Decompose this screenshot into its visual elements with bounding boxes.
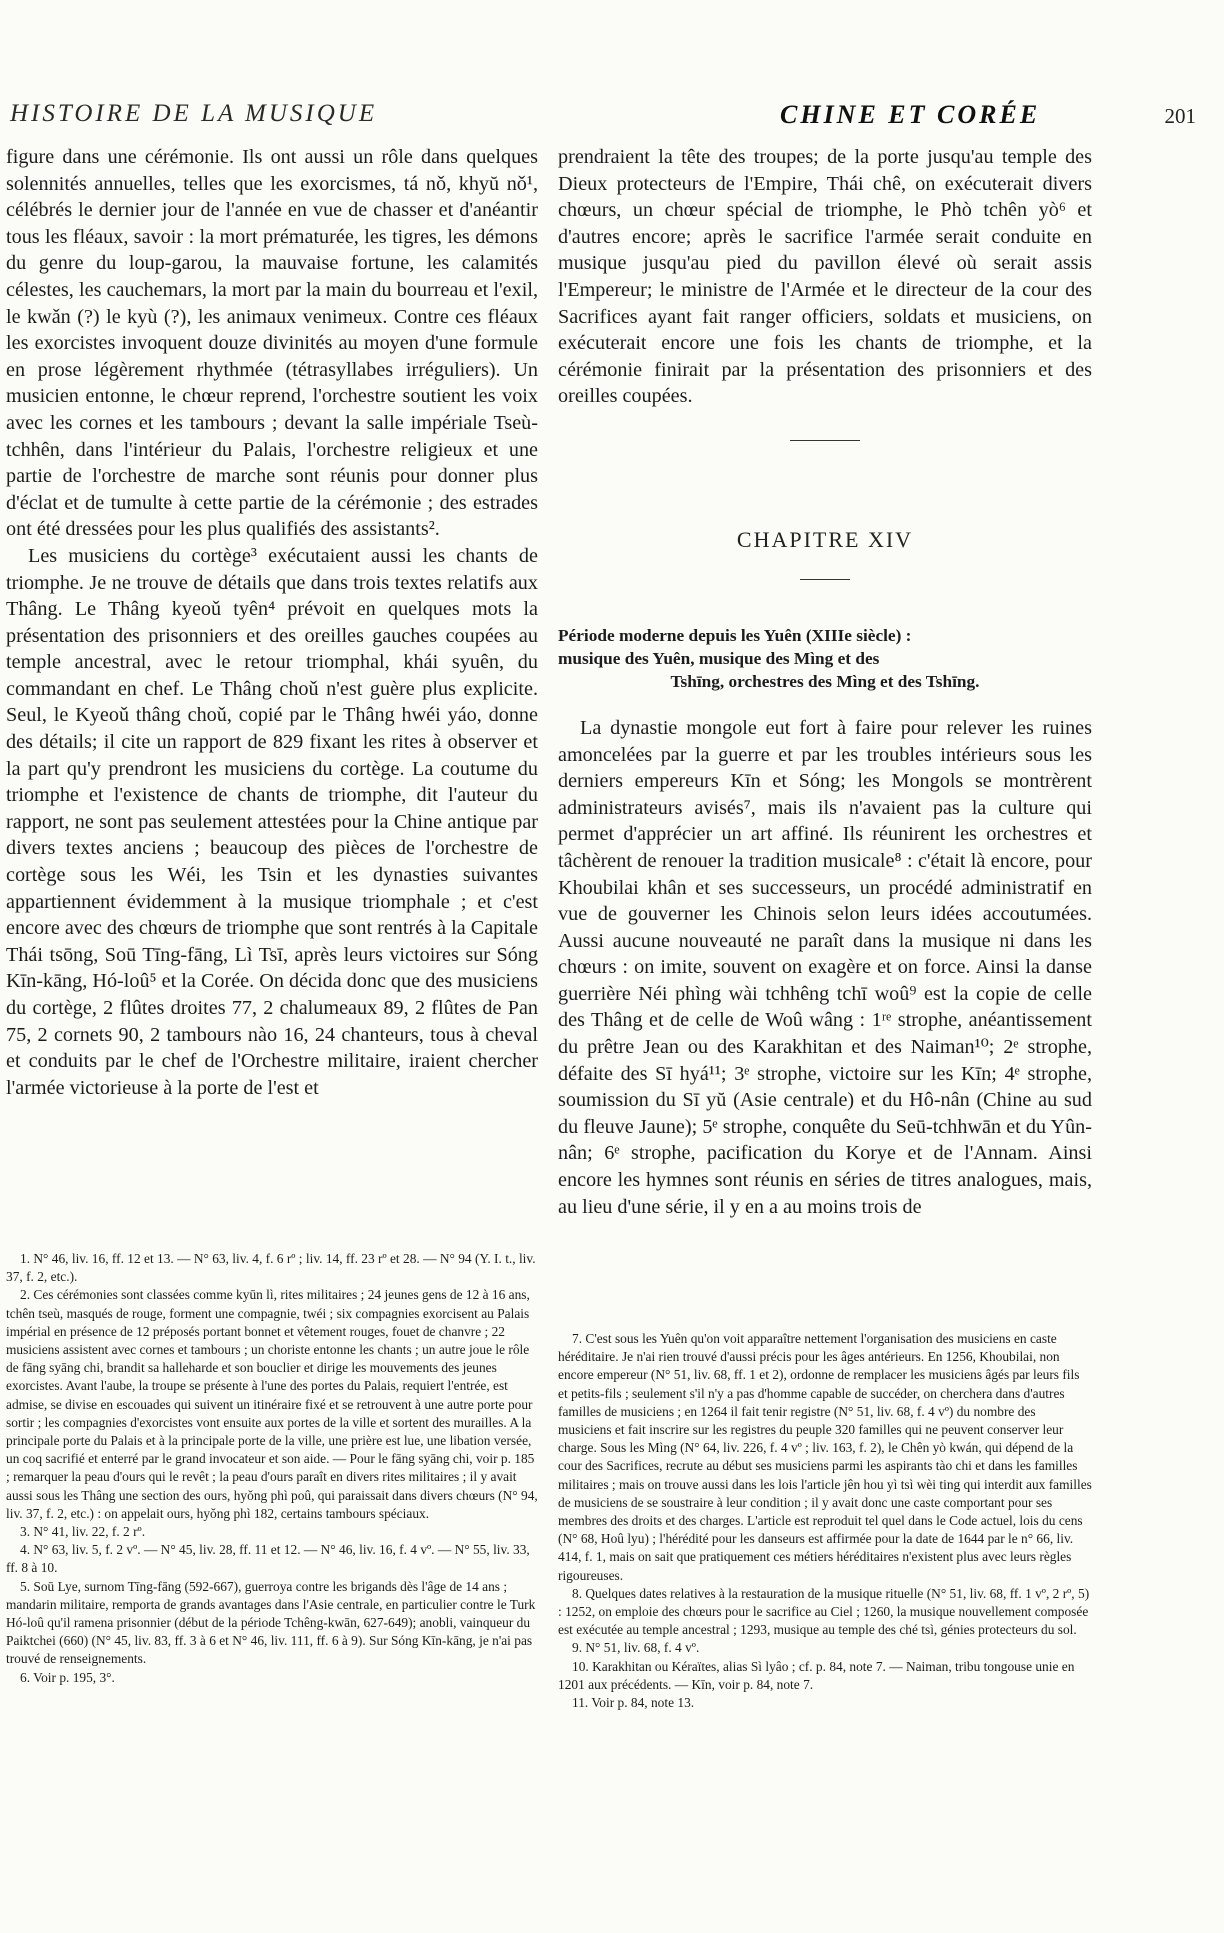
running-header <box>10 100 1196 134</box>
footnote: 11. Voir p. 84, note 13. <box>572 1695 695 1711</box>
body-paragraph: Les musiciens du cortège³ exécutaient aussi les chants de triomphe. Je ne trouve de détails que dans trois textes relatifs aux Thâng. Le Thâng kyeoǔ tyên⁴ prévoit en quelques mots la présentation des prisonniers et des oreilles gauches coupées au temple ancestral, avec le retour triomphal, khái syuên, du commandant en chef. Le Thâng choǔ n'est guère plus explicite. Seul, le Kyeoǔ thâng choǔ, copié par le Thâng hwéi yáo, donne des détails; il cite un rapport de 829 fixant les rites à observer et la part qu'y prendront les musiciens du cortège. La coutume du triomphe et l'existence de chants de triomphe, dit l'auteur du rapport, ne sont pas seulement attestées pour la Chine antique par divers textes anciens ; beaucoup des pièces de l'orchestre de cortège sous les Wéi, les Tsin et les dynasties suivantes appartiennent évidemment à la musique triomphale ; et c'est encore avec des chœurs de triomphe que sont rentrés à la Capitale Thái tsōng, Soū Tīng-fāng, Lì Tsī, après leurs victoires sur Sóng Kīn-kāng, Hó-loû⁵ et la Corée. On décida donc que des musiciens du cortège, 2 flûtes droites 77, 2 chalumeaux 89, 2 flûtes de Pan 75, 2 cornets 90, 2 tambours nào 16, 24 chanteurs, tous à cheval et conduits par le chef de l'Orchestre militaire, iraient chercher l'armée victorieuse à la porte de l'est et <box>6 544 538 1099</box>
footnote: 8. Quelques dates relatives à la restauration de la musique rituelle (N° 51, liv. 68, ff. 1 vº, 2 rº, 5) : 1252, on emploie des chœurs pour le sacrifice au Ciel ; 1260, la musique nouvellement composée est exécutée au temple ancestral ; 1293, musique au temple des ché tsì, génies protecteurs du sol. <box>558 1585 1090 1638</box>
footnote: 7. C'est sous les Yuên qu'on voit apparaître nettement l'organisation des musiciens en caste héréditaire. Je n'ai rien trouvé d'aussi précis pour les âges antérieurs. En 1256, Khoubilai, non encore empereur (N° 51, liv. 68, ff. 1 et 2), ordonne de remplacer les musiciens âgés par leurs fils et petits-fils ; seulement s'il n'y a pas d'homme capable de succéder, on cherchera dans d'autres familles de musiciens ; en 1264 il fait tenir registre (N° 51, liv. 68, f. 4 vº) du nombre des musiciens et fait inscrire sur les registres du peuple 320 familles qui ne peuvent conserver leur charge. Sous les Mìng (N° 64, liv. 226, f. 4 vº ; liv. 163, f. 2), le Chên yò kwán, qui dépend de la cour des Sacrifices, recrute au début ses musiciens parmi les aspirants tào chi et dans les familles militaires ; mais on trouve aussi dans les lois l'article jên hou yì tsì wèi ting qui interdit aux familles de musiciens de se soustraire à leur condition ; il y avait donc une caste comportant pour ses membres des droits et des charges. L'article est reproduit tel quel dans le Code actuel, lois du cens (N° 68, Hoû lyu) ; l'hérédité pour les danseurs est affirmée pour la date de 1644 par le n° 66, liv. 414, f. 1, mais on sait que pratiquement ces métiers héréditaires n'existent plus avec leurs règles rigoureuses. <box>558 1331 1092 1583</box>
footnote: 9. N° 51, liv. 68, f. 4 vº. <box>572 1640 700 1656</box>
footnote: 2. Ces cérémonies sont classées comme kyūn lì, rites militaires ; 24 jeunes gens de 12 à 16 ans, tchên tseù, masqués de rouge, forment une compagnie, twéi ; six compagnies exorcisent au Palais impérial en présence de 12 préposés portant bonnet et vêtement rouges, fouet de chanvre ; 22 musiciens assistent avec cornes et tambours ; un choriste entonne les chants ; un autre joue le rôle de fāng syāng chi, brandit sa halleharde et son bouclier et dirige les mouvements des jeunes exorcistes. Avant l'aube, la troupe se présente à l'une des portes du Palais, requiert l'entrée, est admise, se divise en escouades qui suivent un itinéraire fixé et se retrouvent à une autre porte pour sortir ; les compagnies d'exorcistes vont ensuite aux portes de la ville et sortent des murailles. A la principale porte du Palais et à la principale porte de la ville, une prière est lue, une libation versée, un coq sacrifié et enterré par le grand invocateur et son aide. — Pour le fāng syāng chi, voir p. 185 ; remarquer la peau d'ours qui le revêt ; la peau d'ours paraît en divers rites militaires ; il y avait aussi sous les Thâng une section des ours, hyǒng phì poû, qui paraissait dans divers chœurs (N° 94, liv. 37, f. 2, etc.) : on appelait ours, hyǒng phì 182, certains tambours spéciaux. <box>6 1287 538 1521</box>
footnote: 10. Karakhitan ou Kéraïtes, alias Sì lyâo ; cf. p. 84, note 7. — Naiman, tribu tongouse unie en 1201 aux précédents. — Kīn, voir p. 84, note 7. <box>558 1658 1075 1692</box>
footnote: 6. Voir p. 195, 3°. <box>20 1669 115 1685</box>
footnote: 3. N° 41, liv. 22, f. 2 rº. <box>20 1524 146 1540</box>
section-heading <box>558 624 1092 693</box>
section-divider <box>790 440 860 441</box>
running-title-left: HISTOIRE DE LA MUSIQUE <box>10 100 378 127</box>
left-footnotes <box>6 1250 538 1687</box>
chapter-title: CHAPITRE XIV <box>736 526 914 552</box>
section-heading-line: Période moderne depuis les Yuên (XIIIe siècle) : <box>558 625 912 645</box>
section-heading-line: musique des Yuên, musique des Mìng et des <box>558 648 880 668</box>
footnote: 1. N° 46, liv. 16, ff. 12 et 13. — N° 63, liv. 4, f. 6 rº ; liv. 14, ff. 23 rº et 28. — N° 94 (Y. I. t., liv. 37, f. 2, etc.). <box>6 1251 536 1285</box>
running-title-right: CHINE ET CORÉE <box>780 100 1041 129</box>
body-paragraph: La dynastie mongole eut fort à faire pour relever les ruines amoncelées par la guerre et par les troubles intérieurs sous les derniers empereurs Kīn et Sóng; les Mongols se montrèrent administrateurs avisés⁷, mais ils n'avaient pas la culture qui permet d'apprécier un art affiné. Ils réunirent les orchestres et tâchèrent de renouer la tradition musicale⁸ : c'était là encore, pour Khoubilai khân et ses successeurs, un procédé administratif en vue de gouverner les Chinois selon leurs idées accoutumées. Aussi aucune nouveauté ne paraît dans la musique ni dans les chœurs : on imite, souvent on exagère et on force. Ainsi la danse guerrière Néi phìng wài tchhêng tchī woû⁹ est la copie de celle des Thâng et de celle de Woû wâng : 1ʳᵉ strophe, anéantissement du prêtre Jean ou des Karakhitan et des Naiman¹⁰; 2ᵉ strophe, défaite des Sī hyá¹¹; 3ᵉ strophe, victoire sur les Kīn; 4ᵉ strophe, soumission du Sī yŭ (Asie centrale) et du Hô-nân (Chine au sud du fleuve Jaune); 5ᵉ strophe, conquête du Seū-tchhwān et du Yûn-nân; 6ᵉ strophe, pacification du Korye et de l'Annam. Ainsi encore les hymnes sont réunis en séries de titres analogues, mais, au lieu d'une série, il y en a au moins trois de <box>558 716 1092 1218</box>
left-column <box>6 144 538 1101</box>
body-paragraph: figure dans une cérémonie. Ils ont aussi un rôle dans quelques solennités annuelles, telles que les exorcismes, tá nǒ, khyŭ nǒ¹, célébrés le dernier jour de l'année en vue de chasser et d'anéantir tous les fléaux, savoir : la mort prématurée, les tigres, les démons du genre du loup-garou, la mauvaise fortune, les calamités célestes, les cauchemars, la mort par la main du bourreau et l'exil, le kwǎn (?) le kyù (?), les animaux venimeux. Contre ces fléaux les exorcistes invoquent douze divinités au moyen d'une formule en prose légèrement rhythmée (tétrasyllabes irréguliers). Un musicien entonne, le chœur reprend, l'orchestre soutient les voix avec les cornes et les tambours ; devant la salle impériale Tseù-tchhên, dans l'intérieur du Palais, l'orchestre religieux et une partie de l'orchestre de marche sont réunis pour donner plus d'éclat et de tumulte à cette partie de la cérémonie ; des estrades ont été dressées pour les plus qualifiés des assistants². <box>6 146 538 541</box>
chapter-divider <box>800 579 850 580</box>
section-heading-line: Tshīng, orchestres des Mìng et des Tshīng. <box>670 671 980 691</box>
footnote: 4. N° 63, liv. 5, f. 2 vº. — N° 45, liv. 28, ff. 11 et 12. — N° 46, liv. 16, f. 4 vº. — N° 55, liv. 33, ff. 8 à 10. <box>6 1542 530 1576</box>
body-paragraph: prendraient la tête des troupes; de la porte jusqu'au temple des Dieux protecteurs de l'Empire, Thái chê, on exécuterait divers chœurs, un chœur spécial de triomphe, le Phò tchên yò⁶ et d'autres encore; après le sacrifice l'armée serait conduite en musique jusqu'au pied du pavillon élevé où serait assis l'Empereur; le ministre de l'Armée et le directeur de la cour des Sacrifices ayant fait ranger officiers, soldats et musiciens, on exécuterait encore une fois les chants de triomphe, et la cérémonie finirait par la présentation des prisonniers et des oreilles coupées. <box>558 146 1092 408</box>
page-number: 201 <box>1164 104 1196 128</box>
right-column <box>558 144 1092 1220</box>
right-footnotes <box>558 1330 1092 1712</box>
footnote: 5. Soū Lye, surnom Tīng-fāng (592-667), guerroya contre les brigands dès l'âge de 14 ans ; mandarin militaire, remporta de grands avantages dans l'Asie centrale, en particulier contre le Turk Hó-loû qu'il ramena prisonnier (début de la période Tchêng-kwān, 627-649); anobli, vainqueur du Paiktchei (660) (N° 45, liv. 83, ff. 3 à 6 et N° 46, liv. 111, ff. 6 à 9). Sur Sóng Kīn-kāng, je n'ai pas trouvé de renseignements. <box>6 1578 536 1667</box>
